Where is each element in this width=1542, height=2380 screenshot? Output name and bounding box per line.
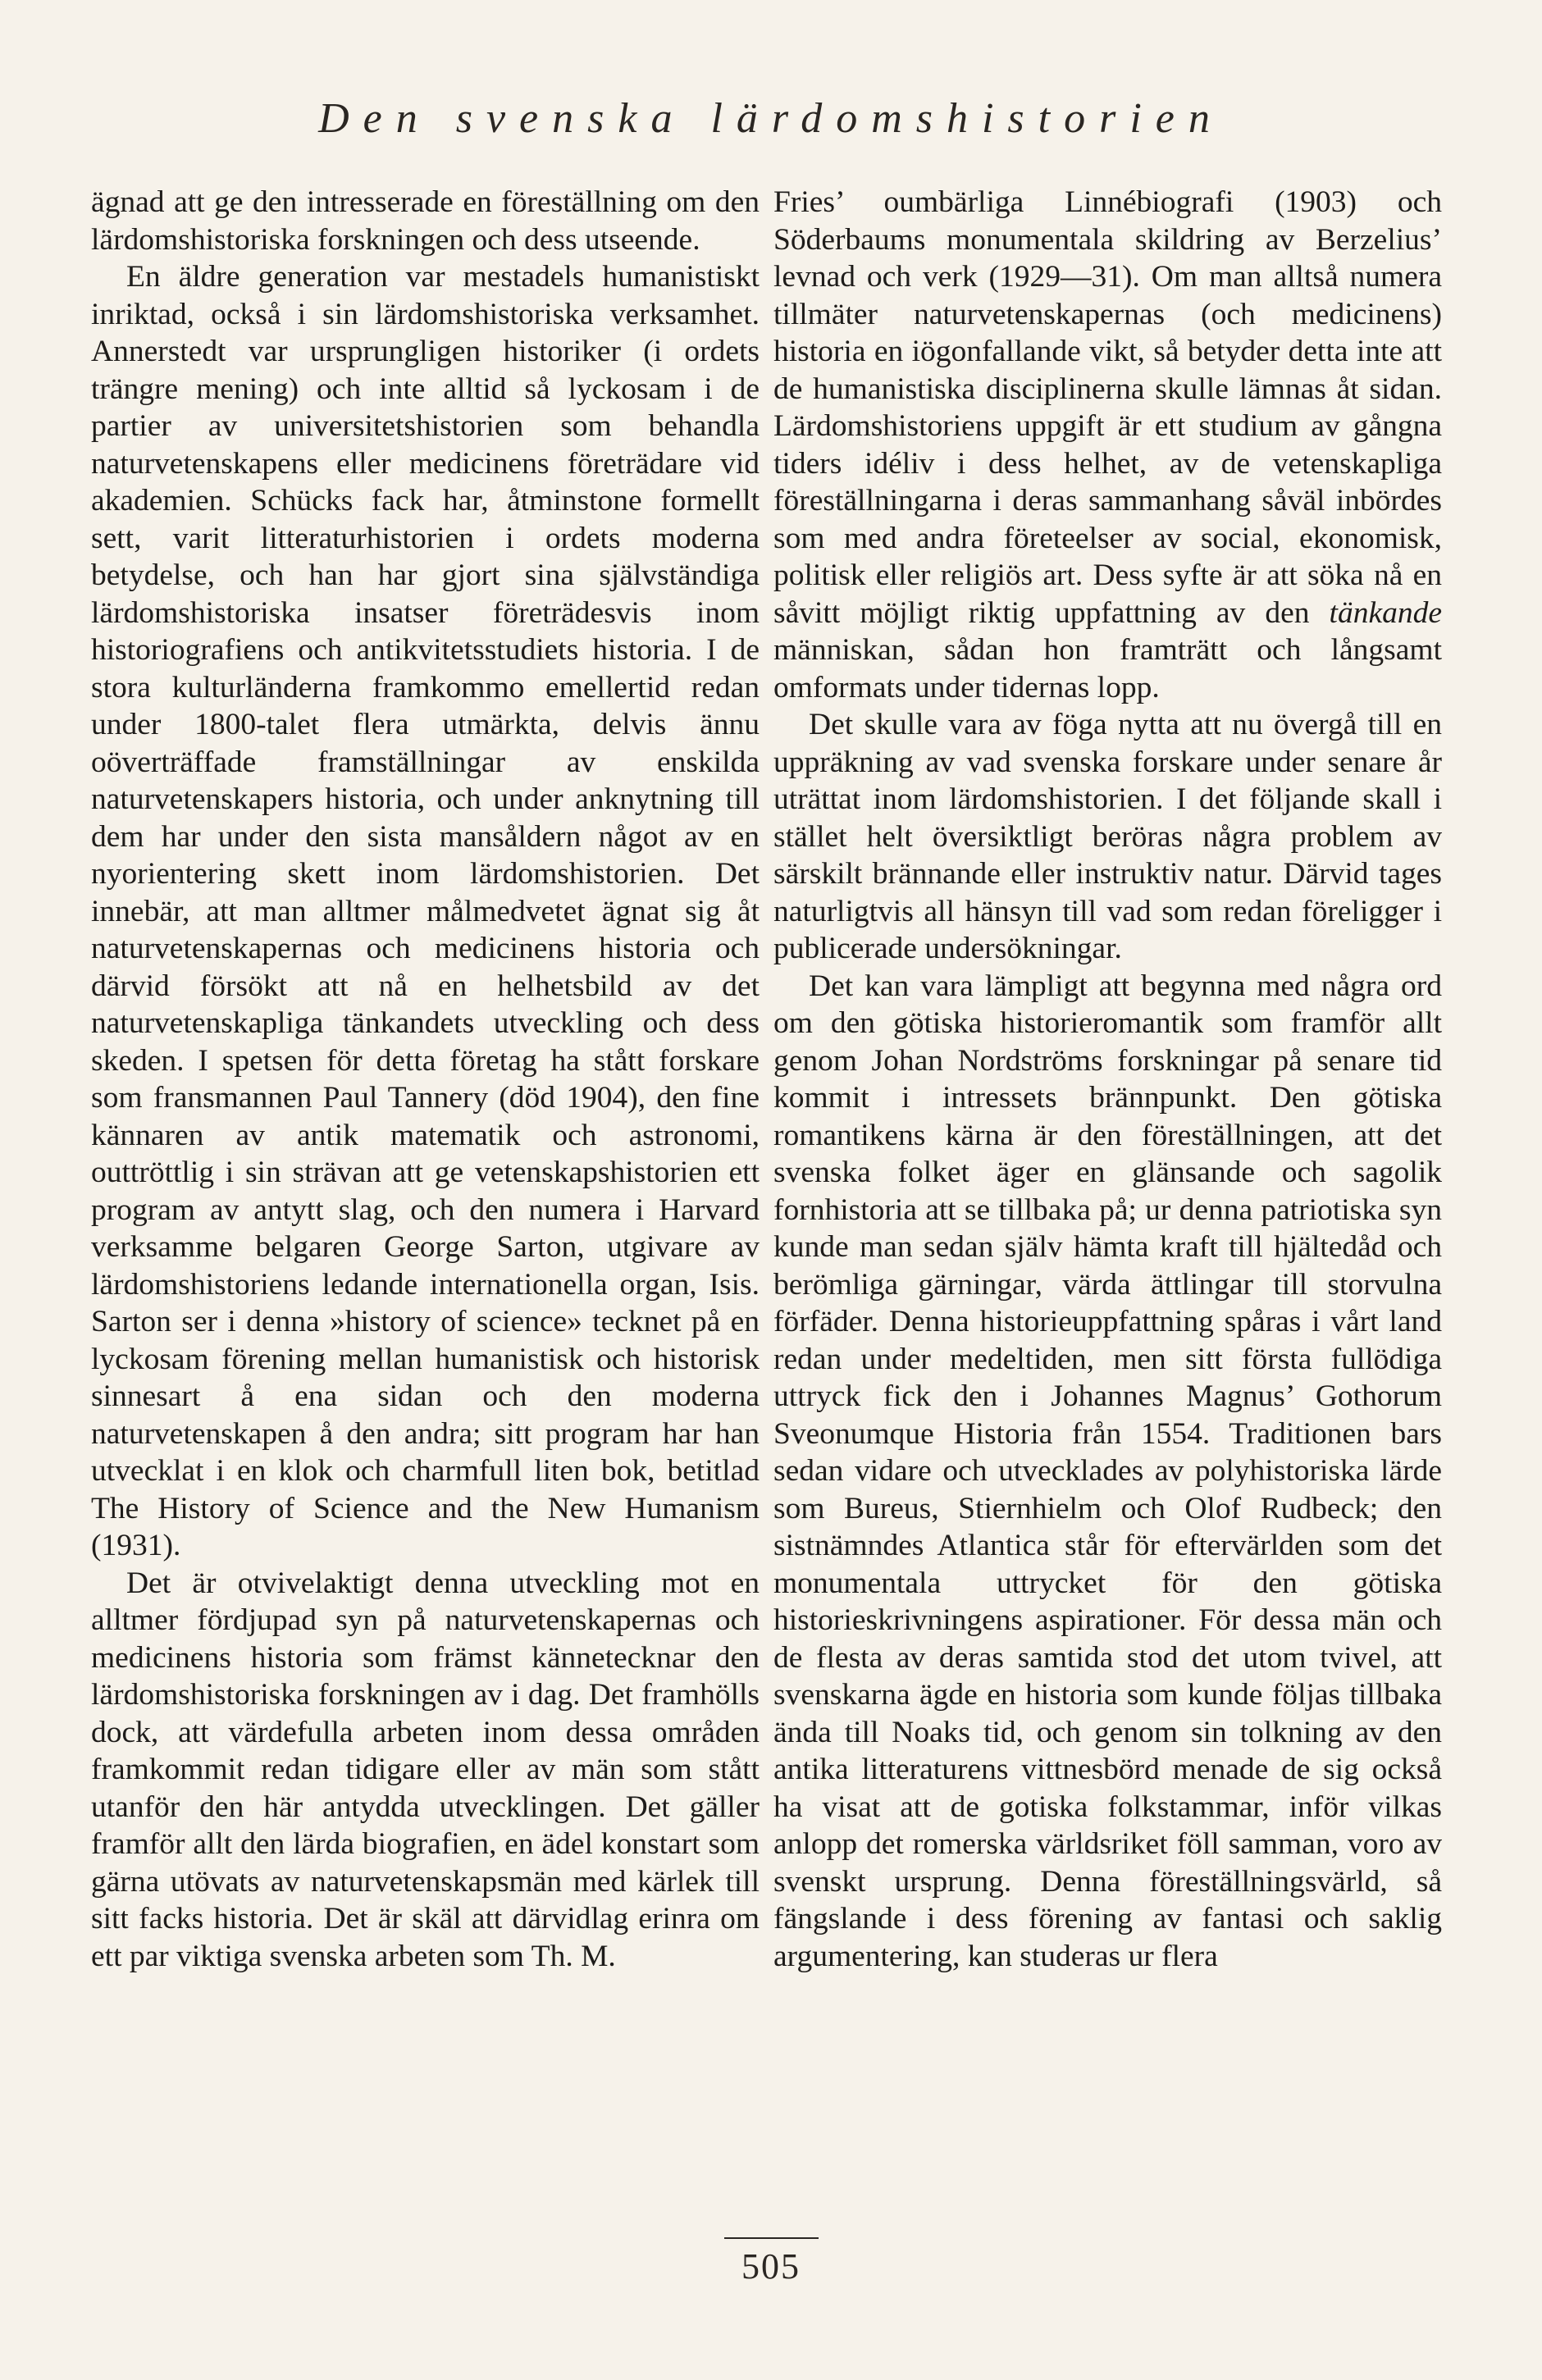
paragraph: Det kan vara lämpligt att begynna med några ord om den götiska historieromantik som framför allt genom Johan Nordströms forskningar på senare tid kommit i intressets brännpunkt. Den götiska romantikens kärna är den föreställningen, att det svenska folket äger en glänsande och sagolik fornhistoria att se tillbaka på; ur denna patriotiska syn kunde man sedan själv hämta kraft till hjältedåd och berömliga gärningar, värda ättlingar till storvulna förfäder. Denna historieuppfattning spåras i vårt land redan under medeltiden, men sitt första fullödiga uttryck fick den i Johannes Magnus’ Gothorum Sveonumque Historia från 1554. Traditionen bars sedan vidare och utvecklades av polyhistoriska lärde som Bureus, Stiernhielm och Olof Rudbeck; den sistnämndes Atlantica står för eftervärlden som det monumentala uttrycket för den götiska historieskrivningens aspirationer. För dessa män och de flesta av deras samtida stod det utom tvivel, att svenskarna ägde en historia som kunde följas tillbaka ända till Noaks tid, och genom sin tolkning av den antika litteraturens vittnesbörd menade de sig också ha visat att de gotiska folkstammar, inför vilkas anlopp det romerska världsriket föll samman, voro av svenskt ursprung. Denna föreställningsvärld, så fängslande i dess förening av fantasi och saklig argumentering, kan studeras ur flera: [773, 969, 1442, 1973]
paragraph: ägnad att ge den intresserade en föreställning om den lärdomshistoriska forskningen och dess utseende.: [91, 185, 760, 257]
folio-rule: [724, 2237, 819, 2239]
paragraph-text: Fries’ oumbärliga Linnébiografi (1903) och Söderbaums monumentala skildring av Berzelius’ levnad och verk (1929—31). Om man alltså numera tillmäter naturvetenskapernas (och medicinens) historia en iögonfallande vikt, så betyder detta inte att de humanistiska disciplinerna skulle lämnas åt sidan. Lärdomshistoriens uppgift är ett studium av gångna tiders idéliv i dess helhet, av de vetenskapliga föreställningarna i deras sammanhang såväl inbördes som med andra företeelser av social, ekonomisk, politisk eller religiös art. Dess syfte är att söka nå en såvitt möjligt riktig uppfattning av den: [773, 185, 1442, 630]
paragraph-text: människan, sådan hon framträtt och långsamt omformats under tidernas lopp.: [773, 633, 1442, 704]
paragraph: En äldre generation var mestadels humanistiskt inriktad, också i sin lärdomshistoriska verksamhet. Annerstedt var ursprungligen historiker (i ordets trängre mening) och inte alltid så lyckosam i de partier av universitetshistorien som behandla naturvetenskapens eller medicinens företrädare vid akademien. Schücks fack har, åtminstone formellt sett, varit litteraturhistorien i ordets moderna betydelse, och han har gjort sina självständiga lärdomshistoriska insatser företrädesvis inom historiografiens och antikvitetsstudiets historia. I de stora kulturländerna framkommo emellertid redan under 1800-talet flera utmärkta, delvis ännu oöverträffade framställningar av enskilda naturvetenskapers historia, och under anknytning till dem har under den sista mansåldern något av en nyorientering skett inom lärdomshistorien. Det innebär, att man alltmer målmedvetet ägnat sig åt naturvetenskapernas och medicinens historia och därvid försökt att nå en helhetsbild av det naturvetenskapliga tänkandets utveckling och dess skeden. I spetsen för detta företag ha stått forskare som fransmannen Paul Tannery (död 1904), den fine kännaren av antik matematik och astronomi, outtröttlig i sin strävan att ge vetenskapshistorien ett program av antytt slag, och den numera i Harvard verksamme belgaren George Sarton, utgivare av lärdomshistoriens ledande internationella organ, Isis. Sarton ser i denna »history of science» tecknet på en lyckosam förening mellan humanistisk och historisk sinnesart å ena sidan och den moderna naturvetenskapen å den andra; sitt program har han utvecklat i en klok och charmfull liten bok, betitlad The History of Science and the New Humanism (1931).: [91, 260, 760, 1562]
left-column: [91, 184, 760, 1975]
paragraph: [773, 184, 1442, 706]
emphasized-word: tänkande: [1329, 595, 1442, 630]
running-title: Den svenska lärdomshistorien: [318, 95, 1224, 142]
page-number: 505: [741, 2246, 801, 2287]
right-column: [773, 184, 1442, 1975]
paragraph: Det skulle vara av föga nytta att nu övergå till en uppräkning av vad svenska forskare under senare år uträttat inom lärdomshistorien. I det följande skall i stället helt översiktligt beröras några problem av särskilt brännande eller instruktiv natur. Därvid tages naturligtvis all hänsyn till vad som redan föreligger i publicerade undersökningar.: [773, 708, 1442, 965]
paragraph: Det är otvivelaktigt denna utveckling mot en alltmer fördjupad syn på naturvetenskapernas och medicinens historia som främst kännetecknar den lärdomshistoriska forskningen av i dag. Det framhölls dock, att värdefulla arbeten inom dessa områden framkommit redan tidigare eller av män som stått utanför den här antydda utvecklingen. Det gäller framför allt den lärda biografien, en ädel konstart som gärna utövats av naturvetenskapsmän med kärlek till sitt facks historia. Det är skäl att därvidlag erinra om ett par viktiga svenska arbeten som Th. M.: [91, 1566, 760, 1973]
